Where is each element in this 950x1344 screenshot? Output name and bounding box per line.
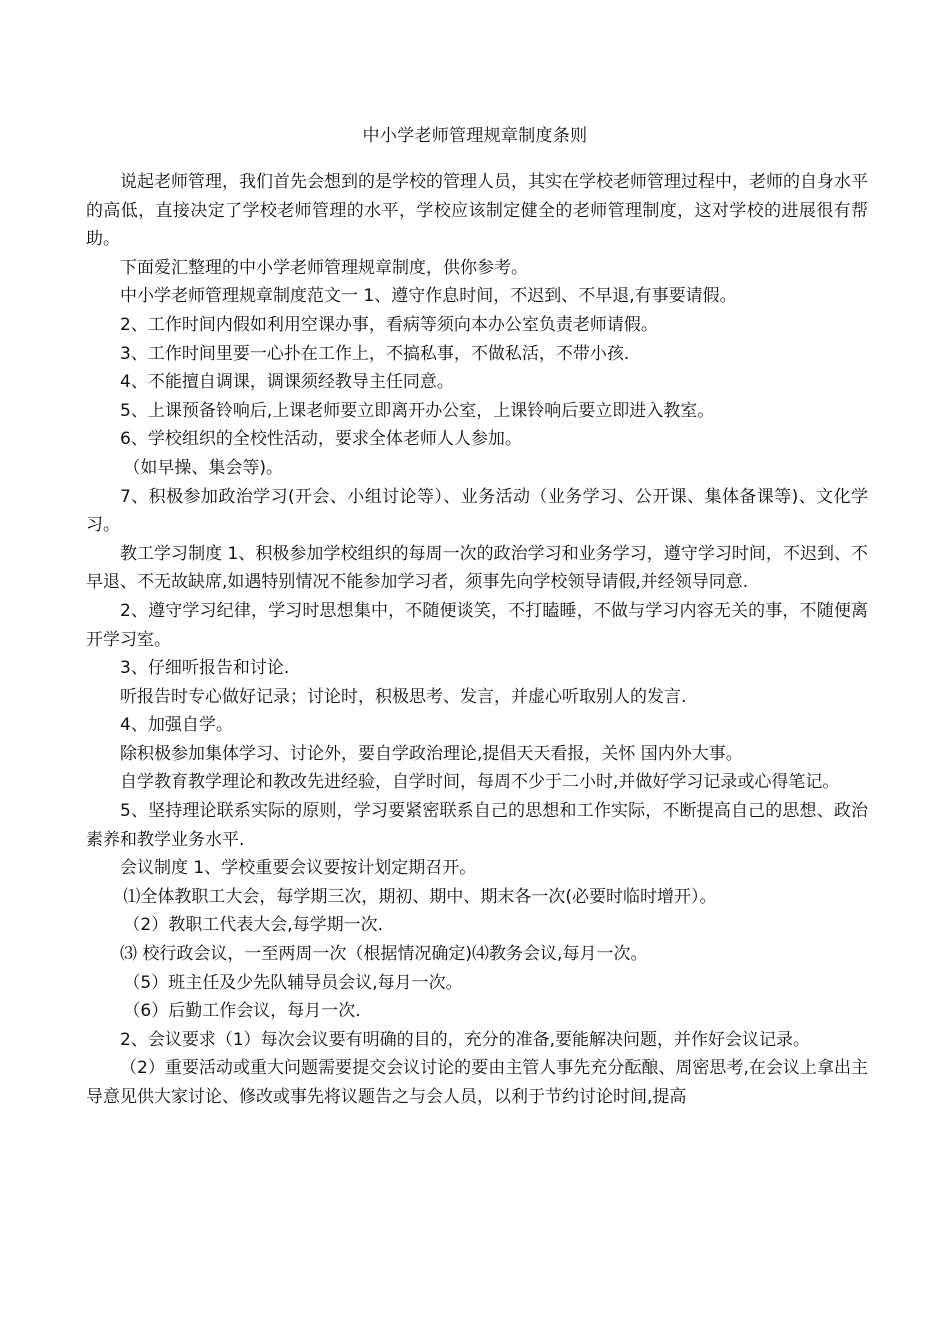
paragraph: ⑶ 校行政会议，一至两周一次（根据情况确定)⑷教务会议,每月一次。	[120, 944, 648, 965]
paragraph: （2）重要活动或重大问题需要提交会议讨论的要由主管人事先充分酝酿、周密思考,在会议上拿出主导意见供大家讨论、修改或事先将议题告之与会人员，以利于节约讨论时间,提高	[86, 1058, 868, 1107]
paragraph: 除积极参加集体学习、讨论外，要自学政治理论,提倡天天看报，关怀 国内外大事。	[120, 743, 743, 764]
paragraph: （5）班主任及少先队辅导员会议,每月一次。	[123, 972, 463, 993]
paragraph: 会议制度 1、学校重要会议要按计划定期召开。	[120, 858, 477, 879]
paragraph: 4、加强自学。	[120, 715, 233, 736]
paragraph: （6）后勤工作会议，每月一次.	[123, 1001, 361, 1022]
paragraph: 说起老师管理，我们首先会想到的是学校的管理人员，其实在学校老师管理过程中，老师的自身水平的高低，直接决定了学校老师管理的水平，学校应该制定健全的老师管理制度，这对学校的进展很有帮助。	[86, 172, 868, 250]
paragraph: 3、工作时间里要一心扑在工作上，不搞私事，不做私活，不带小孩.	[120, 343, 630, 364]
paragraph: 5、坚持理论联系实际的原则，学习要紧密联系自己的思想和工作实际，不断提高自己的思想、政治素养和教学业务水平.	[86, 801, 868, 850]
paragraph: 2、会议要求（1）每次会议要有明确的目的，充分的准备,要能解决问题，并作好会议记录。	[120, 1029, 811, 1050]
paragraph: 3、仔细听报告和讨论.	[120, 658, 290, 679]
paragraph: （2）教职工代表大会,每学期一次.	[123, 915, 384, 936]
paragraph: 2、遵守学习纪律，学习时思想集中，不随便谈笑，不打瞌睡，不做与学习内容无关的事，不随便离开学习室。	[86, 600, 868, 650]
paragraph: 听报告时专心做好记录；讨论时，积极思考、发言，并虚心听取别人的发言.	[120, 686, 687, 707]
paragraph: 2、工作时间内假如利用空课办事，看病等须向本办公室负责老师请假。	[120, 314, 658, 335]
paragraph: ⑴全体教职工大会，每学期三次，期初、期中、期末各一次(必要时临时增开）。	[123, 886, 717, 907]
paragraph: 自学教育教学理论和教改先进经验，自学时间，每周不少于二小时,并做好学习记录或心得笔记。	[120, 772, 840, 793]
paragraph: 中小学老师管理规章制度范文一 1、遵守作息时间，不迟到、不早退,有事要请假。	[120, 286, 737, 307]
document-body	[86, 168, 868, 1112]
paragraph: （如早操、集会等)。	[123, 457, 284, 478]
paragraph: 6、学校组织的全校性活动，要求全体老师人人参加。	[120, 429, 522, 450]
paragraph: 下面爱汇整理的中小学老师管理规章制度，供你参考。	[120, 257, 528, 278]
document-title: 中小学老师管理规章制度条则	[362, 126, 588, 146]
paragraph: 4、不能擅自调课，调课须经教导主任同意。	[120, 372, 454, 393]
paragraph: 教工学习制度 1、积极参加学校组织的每周一次的政治学习和业务学习，遵守学习时间，不迟到、不早退、不无故缺席,如遇特别情况不能参加学习者，须事先向学校领导请假,并经领导同意.	[86, 543, 868, 593]
paragraph: 7、积极参加政治学习(开会、小组讨论等）、业务活动（业务学习、公开课、集体备课等)、文化学习。	[86, 486, 868, 536]
paragraph: 5、上课预备铃响后,上课老师要立即离开办公室，上课铃响后要立即进入教室。	[120, 400, 715, 421]
